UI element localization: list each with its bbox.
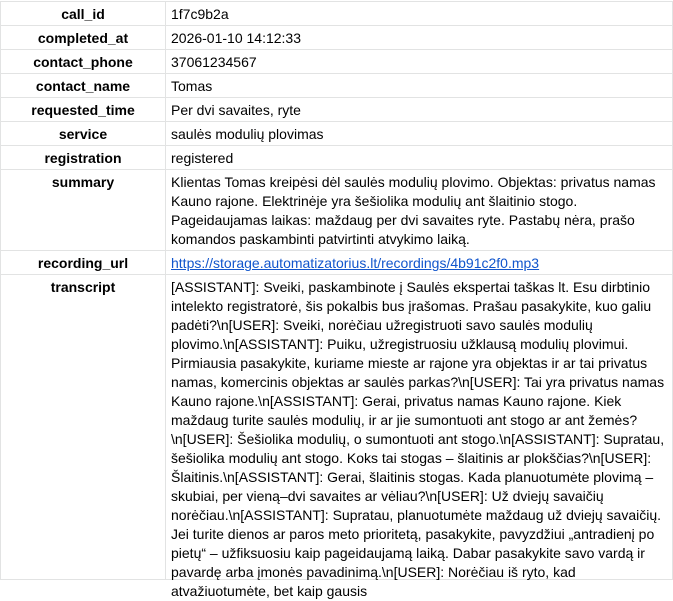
row-recording-url xyxy=(1,251,673,275)
field-label[interactable]: call_id xyxy=(1,2,166,26)
field-value[interactable]: registered xyxy=(166,146,673,170)
row-contact-name xyxy=(1,74,673,98)
field-value[interactable] xyxy=(166,275,673,599)
field-value[interactable]: saulės modulių plovimas xyxy=(166,122,673,146)
field-label[interactable]: recording_url xyxy=(1,251,166,275)
field-value[interactable]: Klientas Tomas kreipėsi dėl saulės modulių plovimo. Objektas: privatus namas Kauno rajone. Elektrinėje yra šešiolika modulių ant šlaitinio stogo. Pageidaujamas laikas: maždaug per dvi savaites ryte. Pastabų nėra, prašo komandos paskambinti patvirtinti atvykimo laiką. xyxy=(166,170,673,251)
field-label[interactable]: completed_at xyxy=(1,26,166,50)
row-transcript xyxy=(1,275,673,580)
row-call-id xyxy=(1,2,673,26)
row-registration xyxy=(1,146,673,170)
transcript-text: [ASSISTANT]: Sveiki, paskambinote į Saulės ekspertai taškas lt. Esu dirbtinio intelekto registratorė, šis pokalbis bus įrašomas. Prašau pasakykite, kuo galiu padėti?\n[USER]: Sveiki, norėčiau užregistruoti savo saulės modulių plovimo.\n[ASSISTANT]: Puiku, užregistruosiu užklausą modulių plovimui. Pirmiausia pasakykite, kuriame mieste ar rajone yra objektas ir ar tai privatus namas, komercinis objektas ar saulės parkas?\n[USER]: Tai yra privatus namas Kauno rajone.\n[ASSISTANT]: Gerai, privatus namas Kauno rajone. Kiek maždaug turite saulės modulių, ir ar jie sumontuoti ant stogo ar ant žemės?\n[USER]: Šešiolika modulių, o sumontuoti ant stogo.\n[ASSISTANT]: Supratau, šešiolika modulių ant stogo. Koks tai stogas – šlaitinis ar plokščias?\n[USER]: Šlaitinis.\n[ASSISTANT]: Gerai, šlaitinis stogas. Kada planuotumėte plovimą – skubiai, per vieną–dvi savaites ar vėliau?\n[USER]: Už dviejų savaičių norėčiau.\n[ASSISTANT]: Supratau, planuotumėte maždaug už dviejų savaičių. Jei turite dienos ar paros meto prioritetą, pasakykite, pavyzdžiui „antradienį po pietų“ – užfiksuosiu kaip pageidaujamą laiką. Dabar pasakykite savo vardą ir pavardę arba įmonės pavadinimą.\n[USER]: Norėčiau iš ryto, kad atvažiuotumėte, bet kaip gausis xyxy=(171,279,665,599)
row-contact-phone xyxy=(1,50,673,74)
field-label[interactable]: service xyxy=(1,122,166,146)
field-label[interactable]: requested_time xyxy=(1,98,166,122)
field-label[interactable]: contact_phone xyxy=(1,50,166,74)
row-requested-time xyxy=(1,98,673,122)
recording-link[interactable]: https://storage.automatizatorius.lt/recordings/4b91c2f0.mp3 xyxy=(171,255,540,271)
field-value[interactable]: Per dvi savaites, ryte xyxy=(166,98,673,122)
field-label[interactable]: contact_name xyxy=(1,74,166,98)
row-summary xyxy=(1,170,673,251)
field-value[interactable]: 1f7c9b2a xyxy=(166,2,673,26)
row-service xyxy=(1,122,673,146)
field-value[interactable]: 2026-01-10 14:12:33 xyxy=(166,26,673,50)
field-label[interactable]: transcript xyxy=(1,275,166,580)
field-label[interactable]: summary xyxy=(1,170,166,251)
field-label[interactable]: registration xyxy=(1,146,166,170)
field-value[interactable]: 37061234567 xyxy=(166,50,673,74)
record-table xyxy=(0,1,673,599)
field-value[interactable] xyxy=(166,251,673,275)
row-completed-at xyxy=(1,26,673,50)
field-value[interactable]: Tomas xyxy=(166,74,673,98)
